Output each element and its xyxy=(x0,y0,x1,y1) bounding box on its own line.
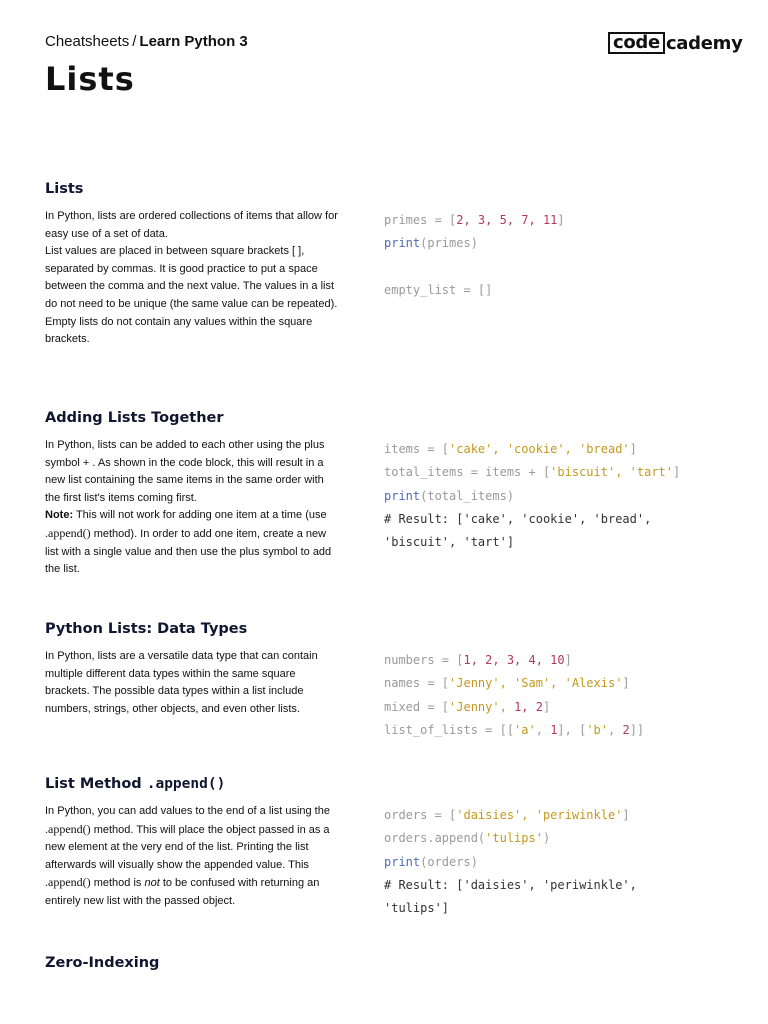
breadcrumb xyxy=(45,33,248,50)
section-append xyxy=(45,776,725,916)
code-line: print(primes) xyxy=(384,236,478,251)
section-adding-lists xyxy=(45,410,725,576)
code-block xyxy=(384,438,729,554)
section-description: In Python, you can add values to the end of a list using the .append() method. This will place the object passed in as a new element at the very end of the list. Printing the list afterwards will visually show the appended value. This .append() method is not to be confused with returning an entirely new list with the passed object. xyxy=(45,805,330,907)
logo-code-part: code xyxy=(608,32,665,54)
code-comment-line: 'tulips'] xyxy=(384,901,450,916)
code-line: orders.append('tulips') xyxy=(384,831,551,846)
code-line: total_items = items + ['biscuit', 'tart'] xyxy=(384,465,681,480)
code-comment-line: # Result: ['daisies', 'periwinkle', xyxy=(384,877,637,892)
section-description xyxy=(45,208,340,349)
code-block xyxy=(384,209,729,302)
breadcrumb-parent-link[interactable]: Cheatsheets xyxy=(45,33,130,50)
code-line: names = ['Jenny', 'Sam', 'Alexis'] xyxy=(384,676,630,691)
code-line: list_of_lists = [['a', 1], ['b', 2]] xyxy=(384,722,645,737)
code-block xyxy=(384,649,729,742)
section-title: Lists xyxy=(45,181,84,197)
section-zero-indexing xyxy=(45,955,725,971)
section-description: In Python, lists are a versatile data type that can contain multiple different data types within the same square brackets. The possible data types within a list include numbers, strings, other objects, and even other lists. xyxy=(45,650,318,715)
breadcrumb-current[interactable]: Learn Python 3 xyxy=(139,33,248,50)
page-title: Lists xyxy=(45,60,135,98)
code-comment-line: # Result: ['cake', 'cookie', 'bread', xyxy=(384,511,652,526)
section-title: List Method .append() xyxy=(45,776,226,792)
desc-paragraph: In Python, lists are ordered collections of items that allow for easy use of a set of data. xyxy=(45,210,338,240)
section-lists xyxy=(45,181,725,346)
section-title: Python Lists: Data Types xyxy=(45,621,248,637)
section-description xyxy=(45,437,340,579)
code-comment-line: 'biscuit', 'tart'] xyxy=(384,535,515,550)
code-line: empty_list = [] xyxy=(384,282,493,297)
codecademy-logo[interactable] xyxy=(608,31,743,55)
section-title: Adding Lists Together xyxy=(45,410,224,426)
code-block xyxy=(384,804,729,920)
code-line: print(orders) xyxy=(384,854,478,869)
code-line: numbers = [1, 2, 3, 4, 10] xyxy=(384,653,572,667)
code-line: orders = ['daisies', 'periwinkle'] xyxy=(384,808,630,822)
code-line: mixed = ['Jenny', 1, 2] xyxy=(384,699,551,714)
code-line: primes = [2, 3, 5, 7, 11] xyxy=(384,213,565,227)
code-line: print(total_items) xyxy=(384,488,515,503)
desc-paragraph: Empty lists do not contain any values within the square brackets. xyxy=(45,315,313,346)
logo-cademy-part: cademy xyxy=(665,32,743,54)
code-line: items = ['cake', 'cookie', 'bread'] xyxy=(384,442,637,456)
desc-paragraph: In Python, lists can be added to each other using the plus symbol + . As shown in the code block, this will result in a new list containing the same items in the same order with the first list's items coming first. xyxy=(45,439,325,504)
desc-paragraph: List values are placed in between square brackets [ ], separated by commas. It is good practice to put a space between the comma and the next value. The values in a list do not need to be unique (the same value can be repeated). xyxy=(45,245,338,310)
breadcrumb-separator: / xyxy=(132,33,137,50)
section-data-types xyxy=(45,621,725,737)
desc-note: Note: This will not work for adding one item at a time (use .append() method). In order to add one item, create a new list with a single value and then use the plus symbol to add the list. xyxy=(45,509,332,576)
section-title: Zero-Indexing xyxy=(45,955,160,971)
